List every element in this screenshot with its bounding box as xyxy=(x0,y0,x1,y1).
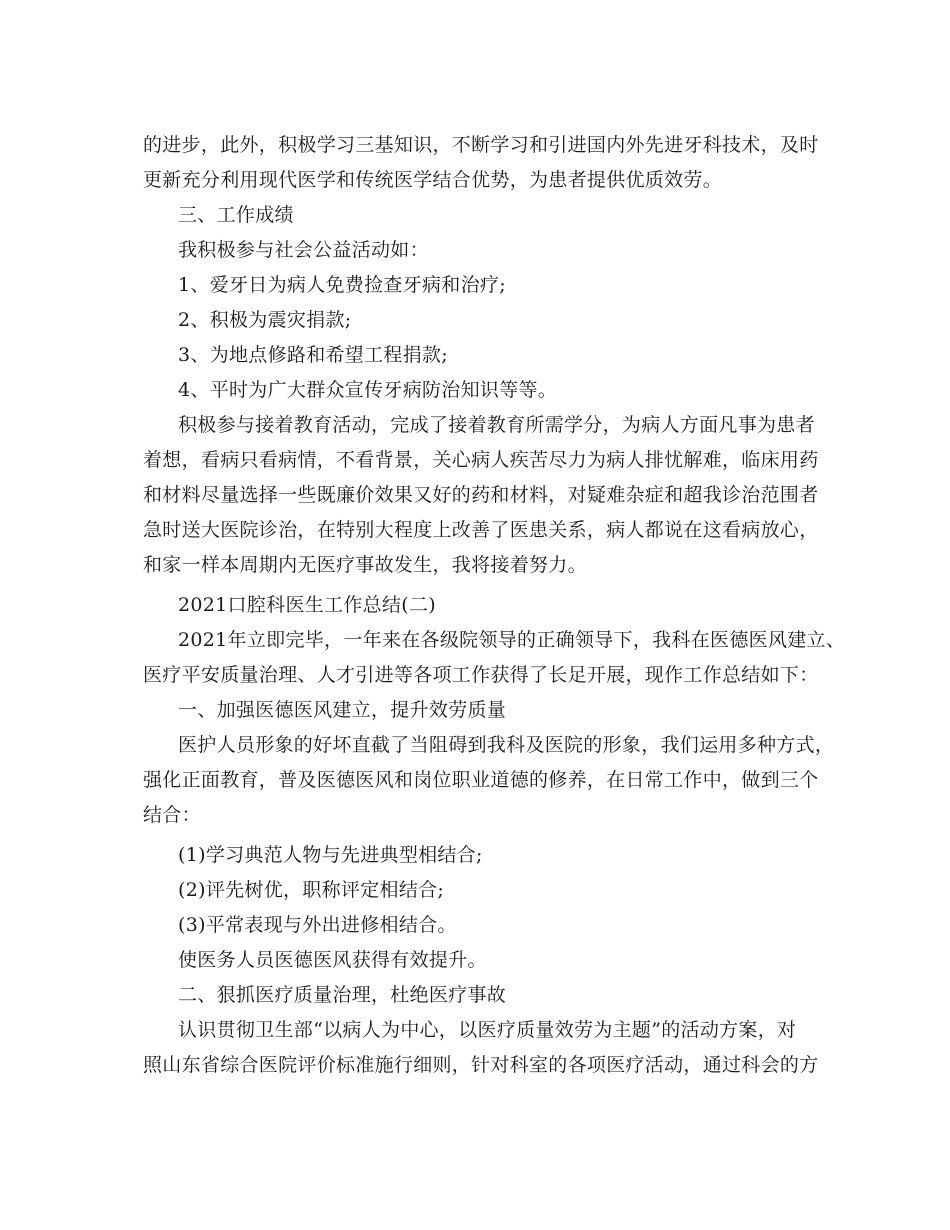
paragraph-line: 和材料尽量选择一些既廉价效果又好的药和材料，对疑难杂症和超我诊治范围者 xyxy=(143,484,819,506)
list-item: 3、为地点修路和希望工程捐款; xyxy=(178,344,448,366)
paragraph-line: 更新充分利用现代医学和传统医学结合优势，为患者提供优质效劳。 xyxy=(143,169,723,191)
paragraph-line: 强化正面教育，普及医德医风和岗位职业道德的修养，在日常工作中，做到三个 xyxy=(143,769,819,791)
paragraph-line: 积极参与接着教育活动，完成了接着教育所需学分，为病人方面凡事为患者 xyxy=(178,414,815,436)
paragraph-line: 2021年立即完毕，一年来在各级院领导的正确领导下，我科在医德医风建立、 xyxy=(178,629,846,651)
section-heading: 一、加强医德医风建立，提升效劳质量 xyxy=(178,699,507,721)
paragraph-line: 着想，看病只看病情，不看背景，关心病人疾苦尽力为病人排忧解难，临床用药 xyxy=(143,449,819,471)
list-item: 2、积极为震灾捐款; xyxy=(178,309,352,331)
paragraph-line: 照山东省综合医院评价标准施行细则，针对科室的各项医疗活动，通过科会的方 xyxy=(143,1054,819,1076)
paragraph-line: 和家一样本周期内无医疗事故发生，我将接着努力。 xyxy=(143,554,587,576)
paragraph-line: 医护人员形象的好坏直截了当阻碍到我科及医院的形象，我们运用多种方式， xyxy=(178,734,835,756)
paragraph-line: 急时送大医院诊治，在特别大程度上改善了医患关系，病人都说在这看病放心， xyxy=(143,519,819,541)
paragraph-line: 医疗平安质量治理、人才引进等各项工作获得了长足开展，现作工作总结如下： xyxy=(143,664,819,686)
list-item: (2)评先树优，职称评定相结合; xyxy=(178,879,445,901)
paragraph-line: 结合： xyxy=(143,804,201,826)
paragraph-line: 使医务人员医德医风获得有效提升。 xyxy=(178,949,487,971)
list-item: (1)学习典范人物与先进典型相结合; xyxy=(178,844,483,866)
list-item: 1、爱牙日为病人免费捡查牙病和治疗; xyxy=(178,274,506,296)
paragraph-line: 我积极参与社会公益活动如： xyxy=(178,239,429,261)
section-heading: 三、工作成绩 xyxy=(178,204,294,226)
section-heading: 二、狠抓医疗质量治理，杜绝医疗事故 xyxy=(178,984,507,1006)
document-title: 2021口腔科医生工作总结(二) xyxy=(178,594,436,616)
paragraph-line: 的进步，此外，积极学习三基知识，不断学习和引进国内外先进牙科技术，及时 xyxy=(143,134,819,156)
list-item: (3)平常表现与外出进修相结合。 xyxy=(178,914,457,936)
list-item: 4、平时为广大群众宣传牙病防治知识等等。 xyxy=(178,379,558,401)
paragraph-line: 认识贯彻卫生部“以病人为中心，以医疗质量效劳为主题”的活动方案，对 xyxy=(178,1019,797,1041)
